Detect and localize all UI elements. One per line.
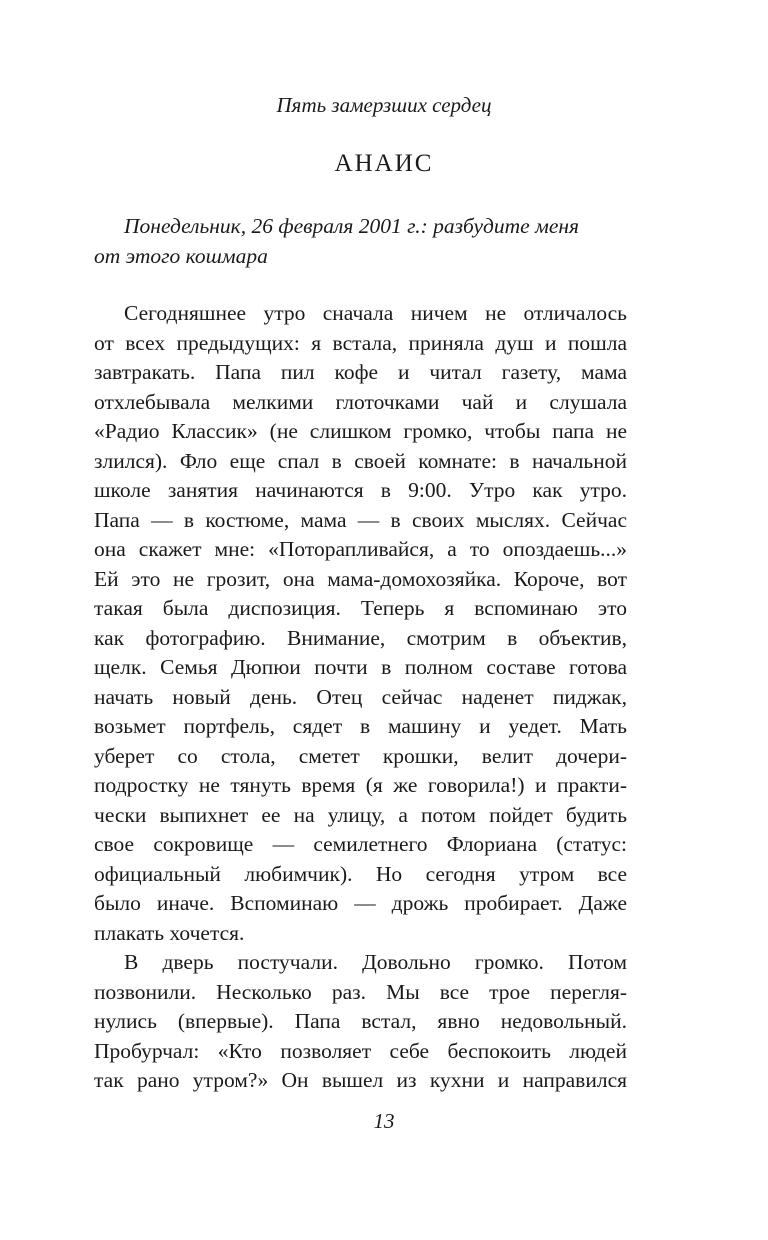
text-line: как фотографию. Внимание, смотрим в объектив,: [94, 625, 627, 650]
text-line: возьмет портфель, сядет в машину и уедет. Мать: [94, 714, 627, 738]
text-line: Сегодняшнее утро сначала ничем не отличалось: [124, 301, 627, 325]
chapter-title: АНАИС: [334, 150, 434, 177]
text-line: Пробурчал: «Кто позволяет себе беспокоить людей: [94, 1038, 627, 1063]
text-line: Ей это не грозит, она мама-домохозяйка. Короче, вот: [94, 566, 627, 591]
text-line: позвонили. Несколько раз. Мы все трое перегля-: [94, 979, 627, 1004]
text-line: чески выпихнет ее на улицу, а потом пойдет будить: [94, 802, 627, 827]
text-line: «Радио Классик» (не слишком громко, чтобы папа не: [94, 419, 627, 443]
text-line: так рано утром?» Он вышел из кухни и направился: [94, 1068, 627, 1092]
text-line: свое сокровище — семилетнего Флориана (статус:: [94, 832, 627, 856]
text-line: от всех предыдущих: я встала, приняла душ и пошла: [94, 330, 627, 355]
text-line: начать новый день. Отец сейчас наденет пиджак,: [94, 684, 627, 709]
body-text: [94, 299, 627, 1096]
text-line: школе занятия начинаются в 9:00. Утро как утро.: [94, 478, 627, 502]
running-head: Пять замерзших сердец: [276, 93, 492, 117]
text-line: уберет со стола, сметет крошки, велит дочери-: [94, 743, 627, 768]
text-line: В дверь постучали. Довольно громко. Потом: [124, 950, 627, 974]
entry-heading-line: Понедельник, 26 февраля 2001 г.: разбудите меня: [124, 214, 580, 238]
diary-entry-heading: [94, 212, 627, 271]
text-line: Папа — в костюме, мама — в своих мыслях. Сейчас: [94, 507, 627, 532]
text-line: такая была диспозиция. Теперь я вспоминаю это: [94, 596, 627, 620]
text-line: отхлебывала мелкими глоточками чай и слушала: [94, 389, 627, 414]
text-line: щелк. Семья Дюпюи почти в полном составе готова: [94, 655, 627, 679]
text-line: было иначе. Вспоминаю — дрожь пробирает. Даже: [94, 891, 627, 915]
text-line: нулись (впервые). Папа встал, явно недовольный.: [94, 1009, 627, 1033]
page-number: 13: [373, 1109, 395, 1133]
entry-heading-line: от этого кошмара: [94, 243, 268, 268]
text-line: завтракать. Папа пил кофе и читал газету, мама: [94, 360, 627, 384]
text-line: официальный любимчик). Но сегодня утром все: [94, 861, 627, 886]
text-line: злился). Фло еще спал в своей комнате: в начальной: [94, 448, 627, 473]
text-line: она скажет мне: «Поторапливайся, а то опоздаешь...»: [94, 537, 627, 561]
text-line: подростку не тянуть время (я же говорила!) и практи-: [94, 773, 627, 797]
text-line: плакать хочется.: [94, 920, 245, 945]
